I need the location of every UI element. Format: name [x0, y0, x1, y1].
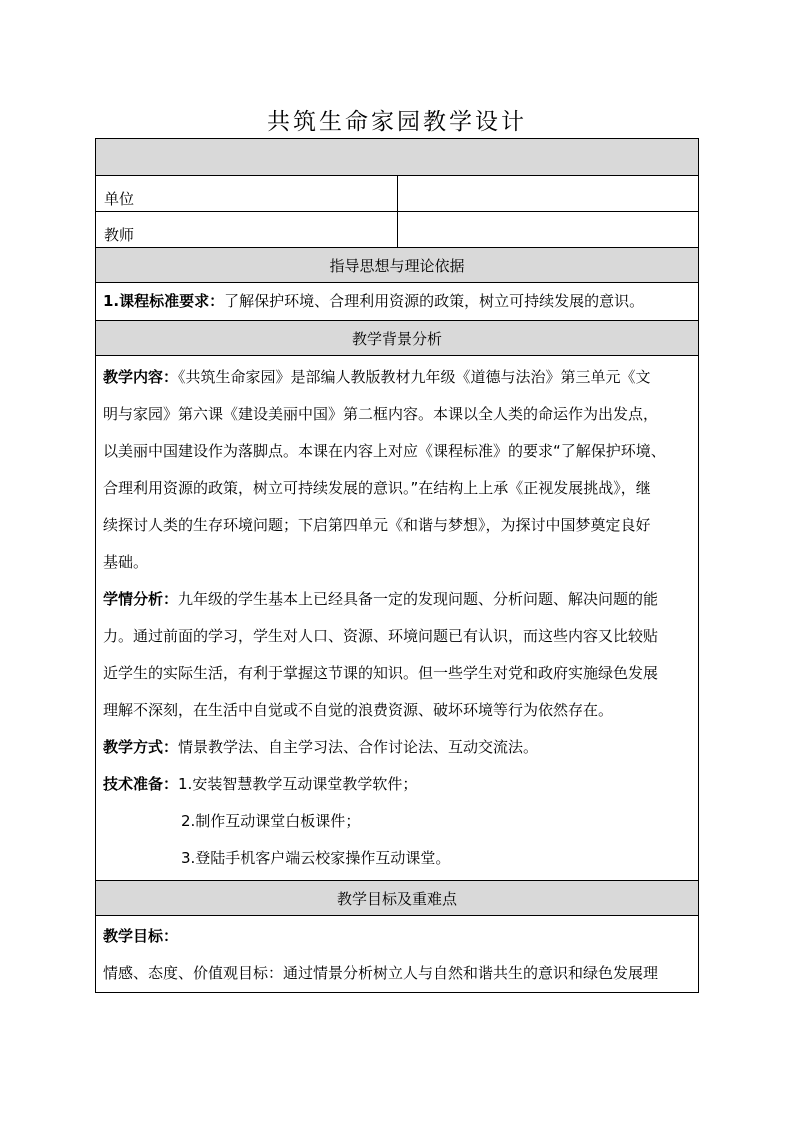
standard-cell — [96, 283, 699, 321]
content-label: 教学内容： — [103, 368, 179, 386]
teacher-value-cell — [397, 212, 699, 248]
goal-label: 教学目标： — [103, 927, 179, 945]
guide-heading-row — [96, 248, 699, 283]
lesson-plan-table — [95, 138, 699, 993]
content-line: 合理利用资源的政策，树立可持续发展的意识。”在结构上上承《正视发展挑战》，继 — [103, 479, 651, 497]
students-line: 近学生的实际生活，有利于掌握这节课的知识。但一些学生对党和政府实施绿色发展 — [103, 664, 659, 682]
content-line: 续探讨人类的生存环境问题；下启第四单元《和谐与梦想》，为探讨中国梦奠定良好 — [103, 516, 651, 534]
students-line: 学情分析：九年级的学生基本上已经具备一定的发现问题、分析问题、解决问题的能 — [103, 590, 659, 608]
goals-heading: 教学目标及重难点 — [96, 881, 699, 916]
goals-heading-row — [96, 881, 699, 916]
tech-item: 2.制作互动课堂白板课件； — [181, 812, 361, 830]
emotion-goal-line: 情感、态度、价值观目标：通过情景分析树立人与自然和谐共生的意识和绿色发展理 — [103, 964, 659, 982]
unit-value-cell — [397, 176, 699, 212]
header-blank-cell — [96, 139, 699, 176]
tech-item: 1.安装智慧教学互动课堂教学软件； — [178, 775, 418, 793]
methods-label: 教学方式： — [103, 738, 179, 756]
document-title: 共筑生命家园教学设计 — [267, 109, 527, 135]
header-blank-row — [96, 139, 699, 176]
students-label: 学情分析： — [103, 590, 179, 608]
content-line: 教学内容：《共筑生命家园》是部编人教版教材九年级《道德与法治》第三单元《文 — [103, 368, 651, 386]
methods-text: 情景教学法、自主学习法、合作讨论法、互动交流法。 — [178, 738, 539, 756]
methods-line — [103, 729, 691, 766]
background-heading: 教学背景分析 — [96, 321, 699, 356]
background-cell — [96, 356, 699, 881]
teacher-label: 教师 — [104, 226, 135, 244]
content-line: 明与家园》第六课《建设美丽中国》第二框内容。本课以全人类的命运作为出发点， — [103, 405, 659, 423]
teacher-label-cell — [96, 212, 398, 248]
unit-row — [96, 176, 699, 212]
guide-heading: 指导思想与理论依据 — [96, 248, 699, 283]
students-line: 理解不深刻，在生活中自觉或不自觉的浪费资源、破坏环境等行为依然存在。 — [103, 701, 614, 719]
standard-row — [96, 283, 699, 321]
students-line: 力。通过前面的学习，学生对人口、资源、环境问题已有认识，而这些内容又比较贴 — [103, 627, 659, 645]
unit-label: 单位 — [104, 190, 135, 208]
goals-cell — [96, 916, 699, 993]
background-row — [96, 356, 699, 881]
unit-label-cell — [96, 176, 398, 212]
goals-row — [96, 916, 699, 993]
content-line: 基础。 — [103, 553, 149, 571]
tech-item: 3.登陆手机客户端云校家操作互动课堂。 — [181, 849, 451, 867]
standard-text: 了解保护环境、合理利用资源的政策，树立可持续发展的意识。 — [224, 292, 645, 310]
tech-line — [103, 766, 691, 803]
standard-label: 1.课程标准要求： — [103, 292, 225, 310]
teacher-row — [96, 212, 699, 248]
background-heading-row — [96, 321, 699, 356]
content-line: 以美丽中国建设作为落脚点。本课在内容上对应《课程标准》的要求“了解保护环境、 — [103, 442, 666, 460]
tech-label: 技术准备： — [103, 775, 179, 793]
